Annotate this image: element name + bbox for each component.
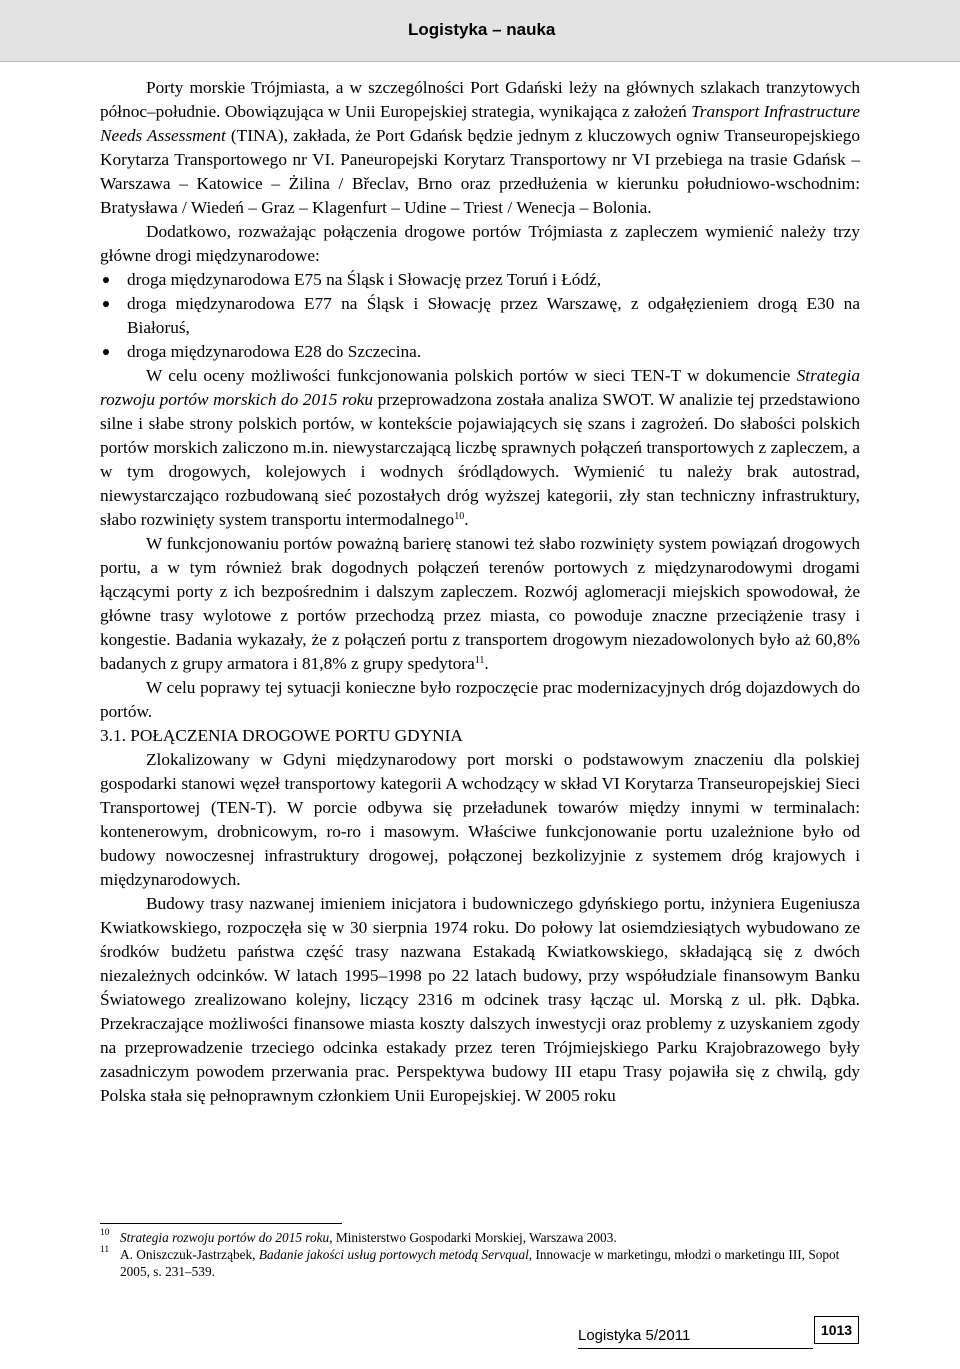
text-run: . xyxy=(464,510,469,529)
text-run: W celu oceny możliwości funkcjonowania polskich portów w sieci TEN-T w dokumencie xyxy=(146,366,797,385)
text-run: A. Oniszczuk-Jastrząbek, xyxy=(120,1247,259,1262)
road-list xyxy=(100,268,860,364)
italic-title: Strategia rozwoju portów morskich do 2015 roku xyxy=(100,366,860,409)
text-run: . xyxy=(484,654,489,673)
section-heading: 3.1. POŁĄCZENIA DROGOWE PORTU GDYNIA xyxy=(100,726,463,745)
page-header xyxy=(0,0,960,62)
footnote xyxy=(100,1229,860,1246)
page-number: 1013 xyxy=(814,1316,859,1344)
text-run: , Ministerstwo Gospodarki Morskiej, Warszawa 2003. xyxy=(329,1230,617,1245)
text-run: Budowy trasy nazwanej imieniem inicjatora i budowniczego gdyńskiego portu, inżyniera Eugeniusza Kwiatkowskiego, rozpoczęła się w 30 sierpnia 1974 roku. Do połowy lat osiemdziesiątych wybudowano ze środków budżetu państwa część trasy nazwana Estakadą Kwiatkowskiego, składającą się z dwóch niezależnych odcinków. W latach 1995–1998 po 22 latach budowy, przy współudziale finansowym Banku Światowego zrealizowano kolejny, liczący 2316 m odcinek trasy łącząc ul. Morską z ul. płk. Dąbka. Przekraczające możliwości finansowe miasta koszty dalszych inwestycji oraz problemy z uzyskaniem zgody na przeprowadzenie trzeciego odcinka estakady przez teren Trójmiejskiego Parku Krajobrazowego były zasadniczym powodem przerwania prac. Perspektywa budowy III etapu Trasy pojawiła się z chwilą, gdy Polska stała się pełnoprawnym członkiem Unii Europejskiej. W 2005 roku xyxy=(100,894,860,1105)
article-body xyxy=(100,76,860,1108)
paragraph xyxy=(100,892,860,1108)
footnote-number: 10 xyxy=(100,1228,110,1238)
footnote-number: 11 xyxy=(100,1245,110,1255)
text-run: Porty morskie Trójmiasta, a w szczególności Port Gdański leży na głównych szlakach tranzytowych północ–południe. Obowiązująca w Unii Europejskiej strategia, wynikająca z założeń xyxy=(100,78,860,121)
footnote xyxy=(100,1246,860,1280)
paragraph xyxy=(100,364,860,532)
italic-title: Badanie jakości usług portowych metodą Servqual xyxy=(258,1247,529,1262)
text-run: Zlokalizowany w Gdyni międzynarodowy port morski o podstawowym znaczeniu dla polskiej gospodarki stanowi węzeł transportowy kategorii A wchodzący w skład VI Korytarza Transeuropejskiej Sieci Transportowej (TEN-T). W porcie odbywa się przeładunek towarów między innymi w terminalach: kontenerowym, drobnicowym, ro-ro i masowym. Właściwe funkcjonowanie portu uzależnione było od budowy nowoczesnej infrastruktury drogowej, połączonej bezkolizyjnie z systemem dróg krajowych i międzynarodowych. xyxy=(100,750,860,889)
journal-issue: Logistyka 5/2011 xyxy=(578,1327,691,1344)
footnote-ref: 11 xyxy=(474,655,485,666)
list-item: droga międzynarodowa E77 na Śląsk i Słowację przez Warszawę, z odgałęzieniem drogą E30 na Białoruś, xyxy=(100,292,860,340)
header-title: Logistyka – nauka xyxy=(408,20,556,39)
intro-paragraphs xyxy=(100,76,860,268)
italic-title: Transport Infrastructure Needs Assessment xyxy=(100,102,860,145)
paragraph xyxy=(100,532,860,676)
text-run: W funkcjonowaniu portów poważną barierę stanowi też słabo rozwinięty system powiązań drogowych portu, a w tym również brak dogodnych połączeń terenów portowych z międzynarodowymi drogami łączącymi porty z ich bezpośrednim i dalszym zapleczem. Rozwój aglomeracji miejskich spowodował, że główne trasy wylotowe z portów przechodzą przez miasta, co powoduje znaczne przeciążenie trasy i kongestie. Badania wykazały, że z połączeń portu z transportem drogowym niezadowolonych było aż 60,8% badanych z grupy armatora i 81,8% z grupy spedytora xyxy=(100,534,860,673)
italic-title: Strategia rozwoju portów do 2015 roku xyxy=(120,1230,330,1245)
text-run: W celu poprawy tej sytuacji konieczne było rozpoczęcie prac modernizacyjnych dróg dojazdowych do portów. xyxy=(100,678,860,721)
gdynia-paragraphs xyxy=(100,748,860,1108)
footnote-ref: 10 xyxy=(454,511,465,522)
text-run: przeprowadzona została analiza SWOT. W analizie tej przedstawiono silne i słabe strony polskich portów, w kontekście pojawiających się szans i zagrożeń. Do słabości polskich portów morskich zaliczono m.in. niewystarczającą liczbę sprawnych połączeń transportowych z zapleczem, a w tym drogowych, kolejowych i wodnych śródlądowych. Wymienić tu należy brak autostrad, niewystarczająco rozbudowaną sieć pozostałych dróg wyższej kategorii, zły stan techniczny infrastruktury, słabo rozwinięty system transportu intermodalnego xyxy=(100,390,860,529)
paragraph xyxy=(100,748,860,892)
text-run: , Innowacje w marketingu, młodzi o marketingu III, Sopot 2005, s. 231–539. xyxy=(120,1247,840,1279)
footer-divider xyxy=(578,1348,813,1349)
analysis-paragraphs xyxy=(100,364,860,724)
list-item: droga międzynarodowa E28 do Szczecina. xyxy=(100,340,860,364)
paragraph xyxy=(100,220,860,268)
paragraph xyxy=(100,676,860,724)
text-run: Dodatkowo, rozważając połączenia drogowe portów Trójmiasta z zapleczem wymienić należy trzy główne drogi międzynarodowe: xyxy=(100,222,860,265)
footnote-divider xyxy=(100,1223,342,1224)
list-item: droga międzynarodowa E75 na Śląsk i Słowację przez Toruń i Łódź, xyxy=(100,268,860,292)
text-run: (TINA), zakłada, że Port Gdańsk będzie jednym z kluczowych ogniw Transeuropejskiego Korytarza Transportowego nr VI. Paneuropejski Korytarz Transportowy nr VI przebiega na trasie Gdańsk – Warszawa – Katowice – Żilina / Břeclav, Brno oraz przedłużenia w kierunku południowo-wschodnim: Bratysława / Wiedeń – Graz – Klagenfurt – Udine – Triest / Wenecja – Bolonia. xyxy=(100,126,860,217)
footnotes xyxy=(100,1229,860,1280)
paragraph xyxy=(100,76,860,220)
